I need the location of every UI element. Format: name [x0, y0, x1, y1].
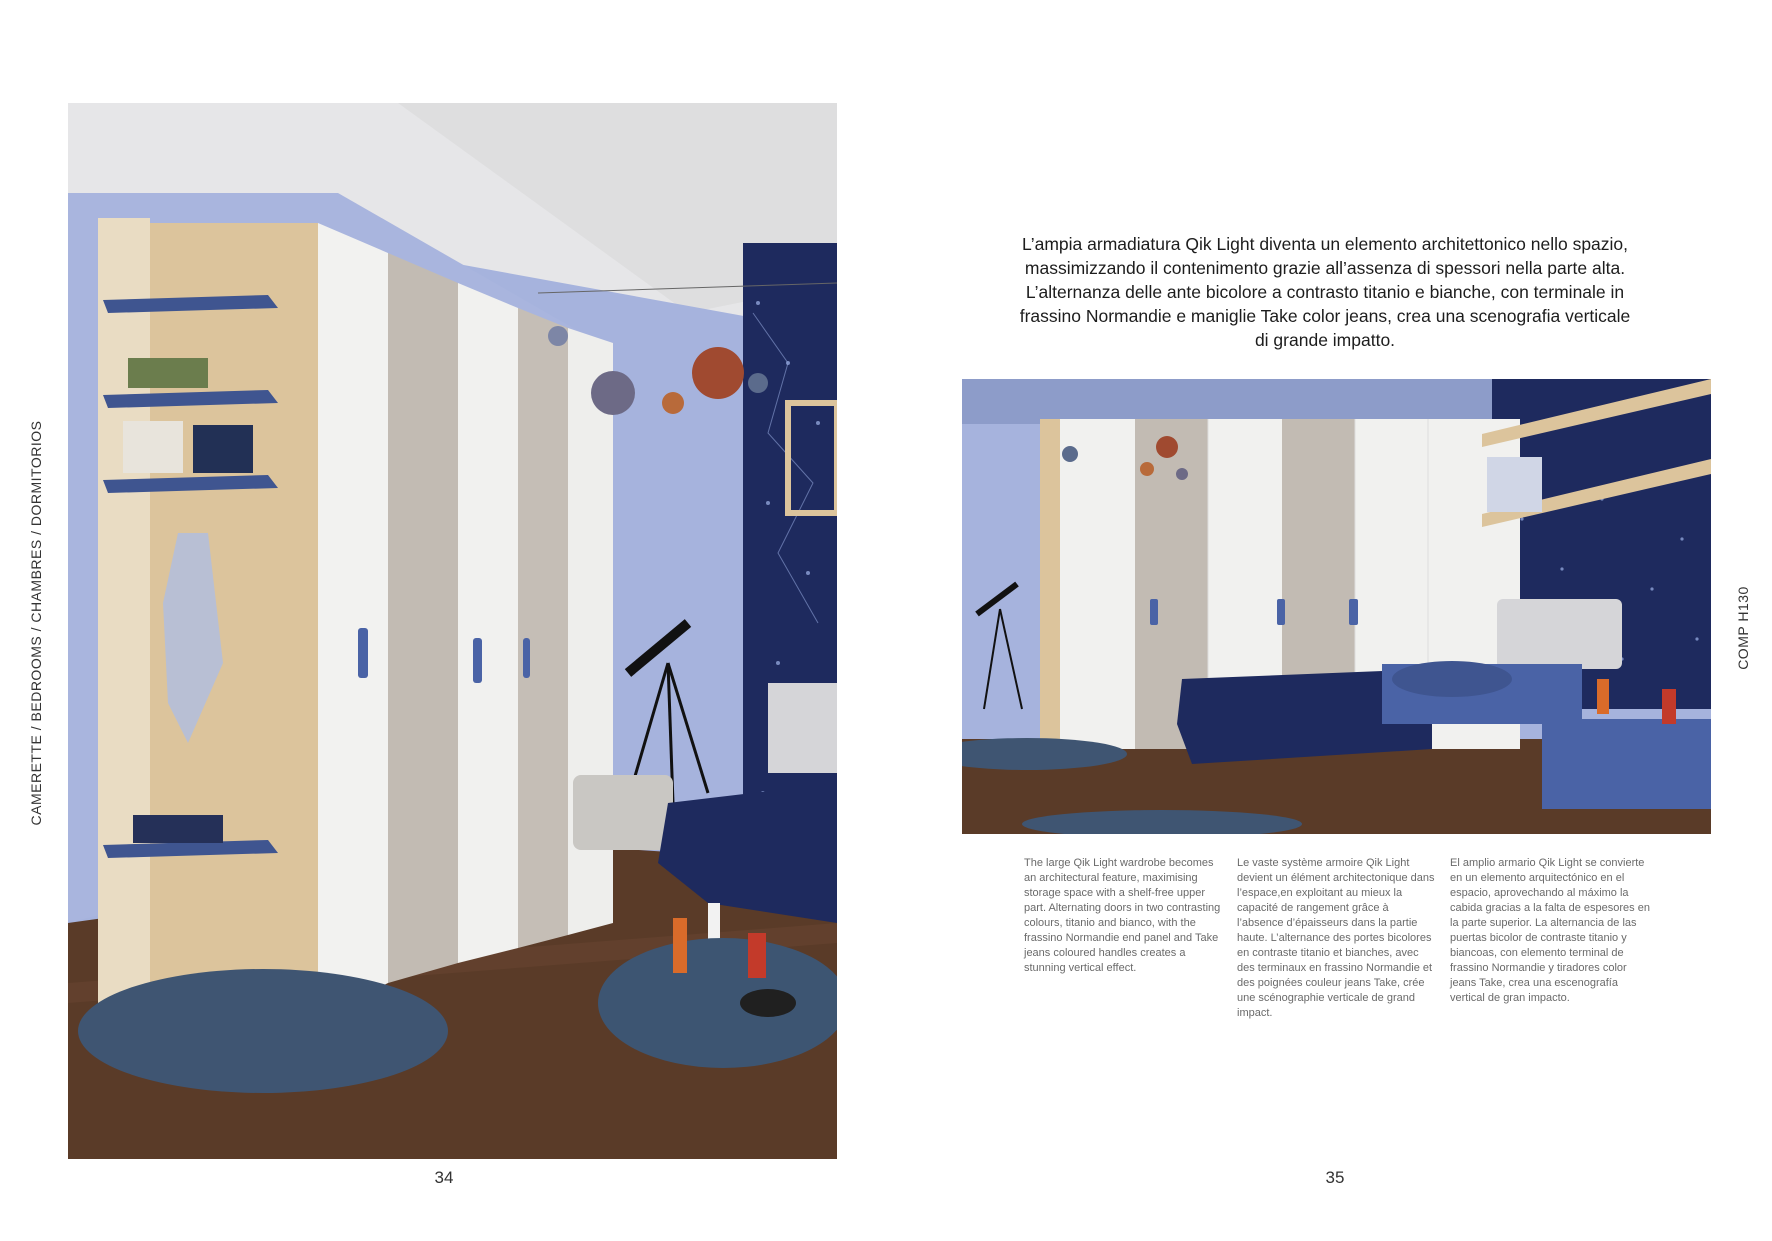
- description-spanish: El amplio armario Qik Light se convierte en un elemento arquitectónico en el espacio, aprovechando al máximo la cabida gracias a la falta de espesores en la parte superior. La alternancia de las puertas bicolor de contraste titanio y biancoas, con elemento terminal de frassino Normandie y tiradores color jeans Take, crea una escenografía vertical de gran impacto.: [1450, 857, 1650, 1004]
- page-number-right: 35: [1325, 1168, 1345, 1187]
- composition-code-vertical: [1733, 580, 1753, 675]
- bedroom-photo-right: [962, 379, 1711, 834]
- intro-paragraph: L’ampia armadiatura Qik Light diventa un elemento architettonico nello spazio, massimizzando il contenimento grazie all’assenza di spessori nella parte alta. L’alternanza delle ante bicolore a contrasto titanio e bianche, con terminale in frassino Normandie e maniglie Take color jeans, crea una scenografia verticale di grande impatto.: [1019, 234, 1631, 350]
- bedroom-photo-left: [68, 103, 837, 1159]
- section-label-text: CAMERETTE / BEDROOMS / CHAMBRES / DORMITORIOS: [28, 420, 44, 825]
- page-number-left: 34: [434, 1168, 454, 1187]
- description-english: The large Qik Light wardrobe becomes an architectural feature, maximising storage space with a shelf-free upper part. Alternating doors in two contrasting colours, titanio and bianco, with the frassino Normandie end panel and Take jeans coloured handles creates a stunning vertical effect.: [1024, 857, 1221, 974]
- composition-code-text: COMP H130: [1735, 585, 1751, 670]
- section-label-vertical: [26, 420, 46, 825]
- description-french: Le vaste système armoire Qik Light devient un élément architectonique dans l’espace,en exploitant au mieux la capacité de rangement grâce à l’absence d’épaisseurs dans la partie haute. L’alternance des portes bicolores en contraste titanio et bianches, avec des terminaux en frassino Normandie et des poignées couleur jeans Take, crée une scénographie verticale de grand impact.: [1237, 857, 1435, 1019]
